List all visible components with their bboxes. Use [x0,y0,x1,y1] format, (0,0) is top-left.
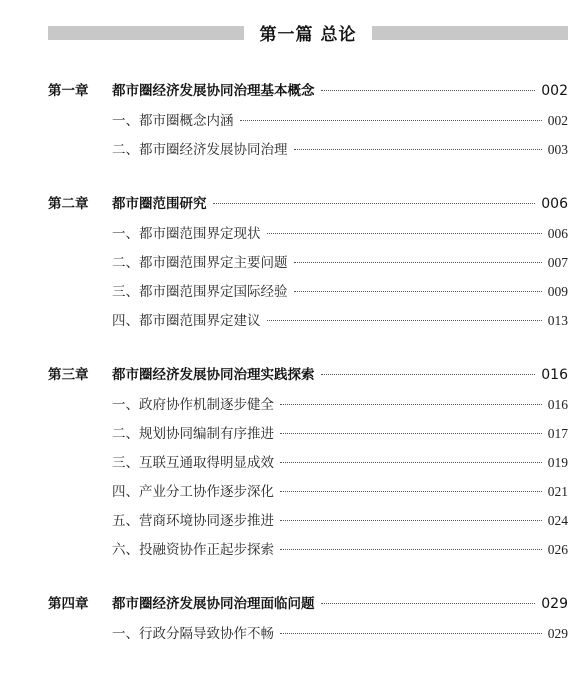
page-number: 006 [547,226,568,241]
part-title: 第一篇 总论 [259,25,357,45]
dot-leader [321,603,536,604]
section-entry[interactable] [48,135,568,164]
chapter-number: 第一章 [48,83,89,99]
section-title: 三、都市圈范围界定国际经验 [112,284,288,300]
section-title: 二、都市圈经济发展协同治理 [112,142,288,158]
section-entry[interactable] [48,277,568,306]
section-entry[interactable] [48,390,568,419]
page-number: 002 [541,83,568,99]
section-title: 一、政府协作机制逐步健全 [112,397,274,413]
chapter-1 [48,77,568,164]
page-number: 013 [547,313,568,328]
page-number: 009 [547,284,568,299]
section-title: 四、都市圈范围界定建议 [112,313,261,329]
dot-leader [321,90,536,91]
section-entry[interactable] [48,477,568,506]
page-number: 026 [547,542,568,557]
section-title: 六、投融资协作正起步探索 [112,542,274,558]
dot-leader [280,520,542,521]
page-number: 016 [547,397,568,412]
chapter-number: 第二章 [48,196,89,212]
dot-leader [240,120,542,121]
section-entry[interactable] [48,248,568,277]
chapter-4 [48,590,568,648]
section-entry[interactable] [48,619,568,648]
section-entry[interactable] [48,506,568,535]
chapter-entry[interactable] [48,361,568,390]
dot-leader [280,633,542,634]
section-title: 二、都市圈范围界定主要问题 [112,255,288,271]
dot-leader [280,404,542,405]
section-entry[interactable] [48,535,568,564]
page-number: 019 [547,455,568,470]
chapter-2 [48,190,568,335]
chapter-number: 第三章 [48,367,89,383]
dot-leader [267,233,542,234]
header-bar-right [372,26,568,40]
page-number: 006 [541,196,568,212]
header-bar-left [48,26,244,40]
chapter-title: 都市圈经济发展协同治理实践探索 [112,367,315,383]
chapter-number: 第四章 [48,596,89,612]
chapter-title: 都市圈范围研究 [112,196,207,212]
dot-leader [280,462,542,463]
dot-leader [280,491,542,492]
dot-leader [213,203,536,204]
section-entry[interactable] [48,419,568,448]
section-title: 五、营商环境协同逐步推进 [112,513,274,529]
dot-leader [267,320,542,321]
dot-leader [294,262,542,263]
page-number: 021 [547,484,568,499]
section-title: 一、都市圈范围界定现状 [112,226,261,242]
table-of-contents [48,77,568,674]
section-title: 一、行政分隔导致协作不畅 [112,626,274,642]
page-number: 002 [547,113,568,128]
section-entry[interactable] [48,106,568,135]
part-header [48,22,568,44]
chapter-title: 都市圈经济发展协同治理基本概念 [112,83,315,99]
page-number: 029 [541,596,568,612]
dot-leader [280,433,542,434]
page-number: 007 [547,255,568,270]
page-number: 024 [547,513,568,528]
section-entry[interactable] [48,448,568,477]
page-number: 003 [547,142,568,157]
dot-leader [294,291,542,292]
dot-leader [294,149,542,150]
chapter-entry[interactable] [48,590,568,619]
dot-leader [321,374,536,375]
chapter-3 [48,361,568,564]
section-title: 一、都市圈概念内涵 [112,113,234,129]
chapter-title: 都市圈经济发展协同治理面临问题 [112,596,315,612]
page-number: 017 [547,426,568,441]
section-entry[interactable] [48,219,568,248]
section-entry[interactable] [48,306,568,335]
page-number: 029 [547,626,568,641]
chapter-entry[interactable] [48,77,568,106]
chapter-entry[interactable] [48,190,568,219]
section-title: 二、规划协同编制有序推进 [112,426,274,442]
page-number: 016 [541,367,568,383]
dot-leader [280,549,542,550]
section-title: 四、产业分工协作逐步深化 [112,484,274,500]
section-title: 三、互联互通取得明显成效 [112,455,274,471]
